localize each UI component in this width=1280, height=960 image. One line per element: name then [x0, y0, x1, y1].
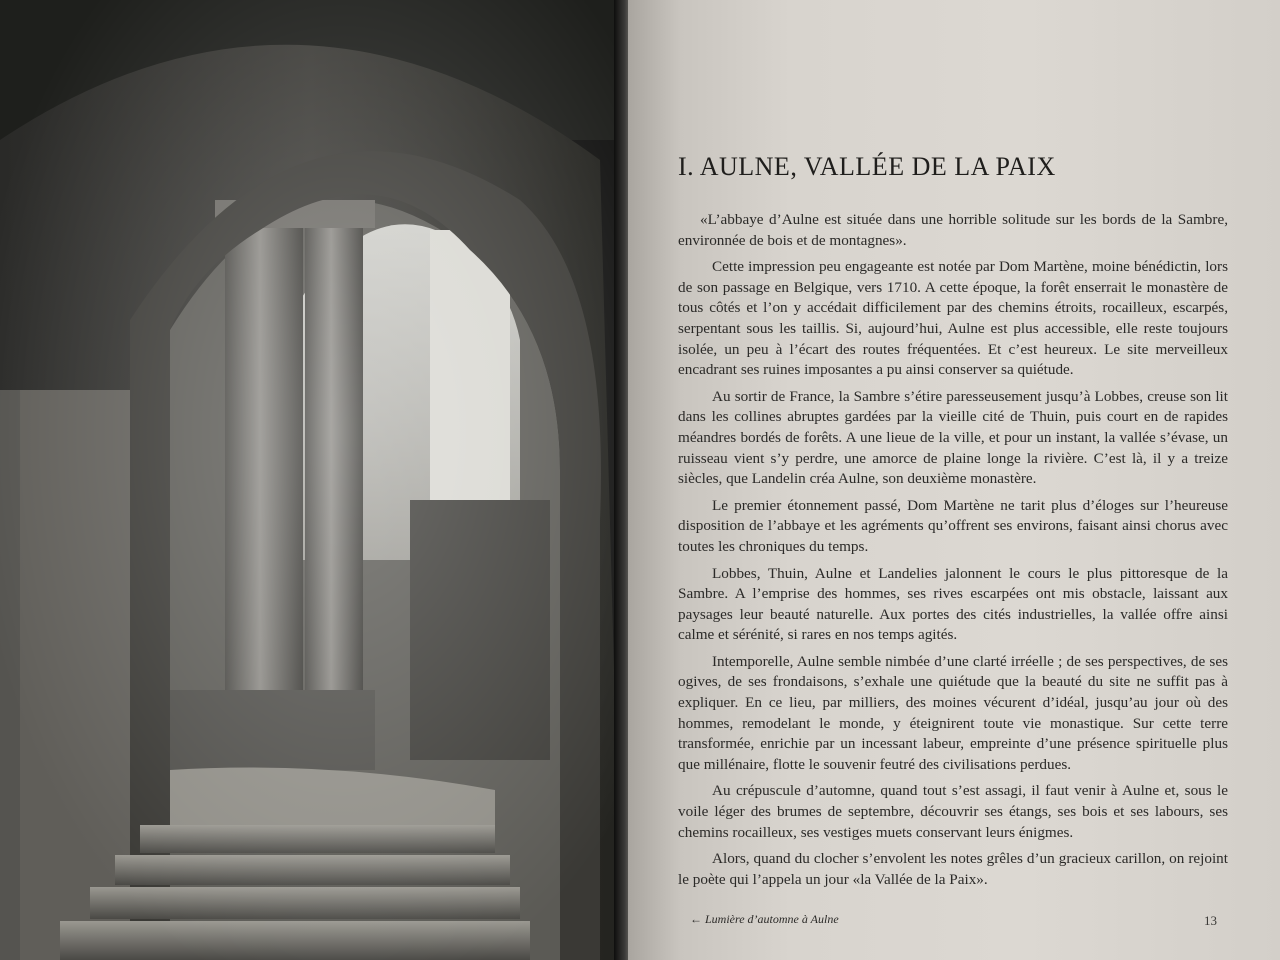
paragraph: Cette impression peu engageante est notée par Dom Martène, moine bénédictin, lors de son passage en Belgique, vers 1710. A cette époque, la forêt enserrait le monastère de tous côtés et l’on y accédait difficilement par des chemins étroits, rocailleux, escarpés, serpentant sous les taillis. Si, aujourd’hui, Aulne est plus accessible, elle reste toujours isolée, un peu à l’écart des routes fréquentées. Et c’est heureux. Le site merveilleux encadrant ses ruines imposantes a pu ainsi conserver sa quiétude.	[678, 258, 1228, 379]
paragraph: Intemporelle, Aulne semble nimbée d’une clarté irréelle ; de ses perspectives, de ses ogives, de ses frondaisons, s’exhale une quiétude que la beauté du site ne suffit pas à expliquer. En ce lieu, par milliers, des moines vécurent d’idéal, jusqu’au jour où des hommes, remodelant le monde, y éteignirent toute vie monastique. Sur cette terre transformée, enrichie par un incessant labeur, empreinte d’une présence spirituelle plus que millénaire, flotte le souvenir feutré des civilisations perdues.	[678, 652, 1228, 773]
paragraph: Le premier étonnement passé, Dom Martène ne tarit plus d’éloges sur l’heureuse disposition de l’abbaye et les agréments qu’offrent ses environs, faisant ainsi chorus avec toutes les chroniques du temps.	[678, 496, 1228, 555]
page-number: 13	[1204, 913, 1217, 928]
abbey-arch-photo	[0, 0, 622, 960]
photo-caption	[690, 912, 839, 927]
paragraph: Au crépuscule d’automne, quand tout s’est assagi, il faut venir à Aulne et, sous le voile léger des brumes de septembre, découvrir ses étangs, ses bois et ses labours, ses chemins rocailleux, ses vestiges muets conservant leurs énigmes.	[678, 782, 1228, 841]
chapter-body	[678, 210, 1228, 896]
paragraph: Au sortir de France, la Sambre s’étire paresseusement jusqu’à Lobbes, creuse son lit dans les collines abruptes gardées par la vieille cité de Thuin, puis court en de rapides méandres bordés de forêts. A une lieue de la ville, et pour un instant, la vallée s’évase, un ruisseau vient s’y perdre, une amorce de plaine longe la rivière. C’est là, il y a treize siècles, que Landelin créa Aulne, son deuxième monastère.	[678, 387, 1228, 488]
paragraph: Alors, quand du clocher s’envolent les notes grêles d’un gracieux carillon, on rejoint le poète qui l’appela un jour «la Vallée de la Paix».	[678, 850, 1228, 888]
text-page	[628, 0, 1280, 960]
arrow-left-icon: ←	[690, 912, 702, 926]
caption-text: Lumière d’automne à Aulne	[705, 912, 839, 926]
arch-illustration	[0, 0, 622, 960]
chapter-title: I. AULNE, VALLÉE DE LA PAIX	[678, 152, 1056, 181]
paragraph: «L’abbaye d’Aulne est située dans une horrible solitude sur les bords de la Sambre, environnée de bois et de montagnes».	[678, 211, 1228, 249]
paragraph: Lobbes, Thuin, Aulne et Landelies jalonnent le cours le plus pittoresque de la Sambre. A l’emprise des hommes, ses rives escarpées ont mis obstacle, laissant aux paysages leur beauté naturelle. Aux portes des cités industrielles, la vallée offre ainsi calme et sérénité, si rares en nos temps agités.	[678, 564, 1228, 644]
